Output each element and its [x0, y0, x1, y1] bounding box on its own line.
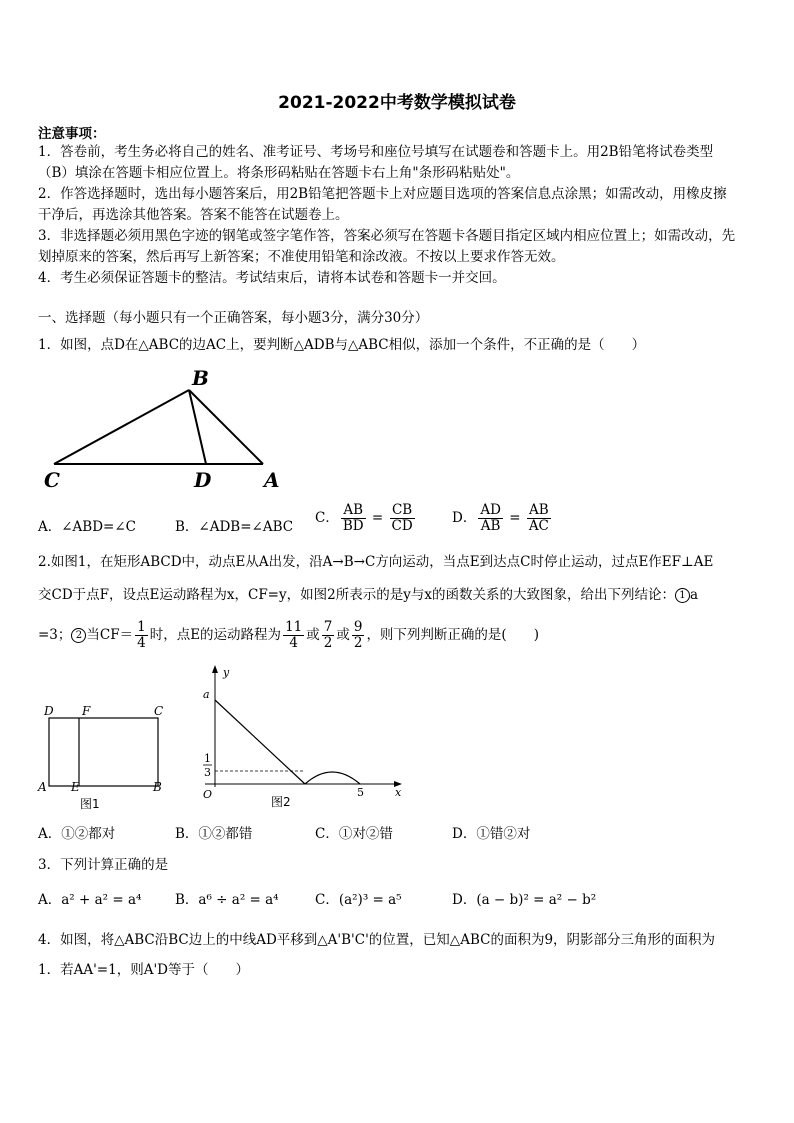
- notice-line: （B）填涂在答题卡相应位置上。将条形码粘贴在答题卡右上角"条形码粘贴处"。: [38, 165, 520, 181]
- question-2-line2: [38, 583, 698, 603]
- frac-num: 1: [137, 619, 146, 635]
- rectangle-figure: [36, 700, 176, 815]
- fraction: [135, 620, 148, 651]
- label-e: E: [71, 780, 80, 794]
- text: =3；: [38, 627, 72, 643]
- frac-den: 4: [289, 635, 298, 651]
- frac-den: AB: [480, 518, 501, 534]
- notice-line: 干净后，再选涂其他答案。答案不能答在试题卷上。: [38, 207, 349, 223]
- fraction: [341, 503, 366, 534]
- vertex-label-d: D: [194, 468, 212, 492]
- fraction: [390, 503, 415, 534]
- label-c: C: [154, 704, 164, 718]
- vertex-label-a: A: [264, 468, 280, 492]
- frac-den: CD: [391, 518, 413, 534]
- label-a: a: [203, 688, 210, 701]
- option-prefix: C．: [315, 510, 339, 526]
- frac-num: AB: [527, 503, 551, 519]
- fraction: [352, 620, 365, 651]
- section-heading: 一、选择题（每小题只有一个正确答案，每小题3分，满分30分）: [38, 310, 429, 326]
- label-d: D: [44, 704, 54, 718]
- circled-number: 2: [71, 628, 86, 643]
- question-4-line2: 1．若AA'=1，则A'D等于（ ）: [38, 962, 249, 978]
- question-4-line1: 4．如图，将△ABC沿BC边上的中线AD平移到△A'B'C'的位置，已知△ABC的面积为9，阴影部分三角形的面积为: [38, 932, 716, 948]
- fraction: [527, 503, 551, 534]
- frac-den: BD: [342, 518, 364, 534]
- text: 交CD于点F，设点E运动路程为x，CF=y，如图2所表示的是y与x的函数关系的大致图象，给出下列结论：: [38, 587, 675, 603]
- frac-den: 4: [137, 635, 146, 651]
- label-f: F: [82, 704, 91, 718]
- page-title: 2021-2022中考数学模拟试卷: [278, 93, 516, 113]
- frac-num: AD: [480, 502, 501, 518]
- question-2-line3: [38, 620, 539, 651]
- q3-option-b[interactable]: B．a⁶ ÷ a² = a⁴: [175, 892, 279, 908]
- q3-option-d[interactable]: D．(a − b)² = a² − b²: [452, 892, 597, 908]
- q3-option-c[interactable]: C．(a²)³ = a⁵: [315, 892, 402, 908]
- text: 当CF＝: [86, 627, 134, 643]
- vertex-label-b: B: [192, 366, 209, 390]
- q1-option-b[interactable]: B．∠ADB=∠ABC: [175, 519, 294, 535]
- q1-option-c[interactable]: C． $\frac{AB}{BD}$ = $\frac{CB}{CD}$: [315, 502, 413, 534]
- figure-1-caption: 图1: [80, 797, 100, 811]
- text: ，则下列判断正确的是( ): [366, 627, 539, 643]
- frac-num: 9: [353, 619, 363, 635]
- frac-den: 2: [323, 635, 333, 651]
- option-prefix: D．: [452, 510, 477, 526]
- notice-heading: 注意事项：: [38, 126, 106, 142]
- fraction: [283, 620, 304, 651]
- fraction: [322, 620, 335, 651]
- frac-num: 7: [323, 619, 333, 635]
- triangle-figure: [38, 363, 298, 493]
- notice-line: 1．答卷前，考生务必将自己的姓名、准考证号、考场号和座位号填写在试题卷和答题卡上。用2B铅笔将试卷类型: [38, 144, 714, 160]
- text: 时，点E的运动路程为: [149, 627, 282, 643]
- circled-number: 1: [675, 588, 690, 603]
- text: 或: [306, 627, 320, 643]
- frac-den: AC: [528, 518, 549, 534]
- figure-2-caption: 图2: [271, 795, 291, 809]
- notice-line: 4．考生必须保证答题卡的整洁。考试结束后，请将本试卷和答题卡一并交回。: [38, 270, 506, 286]
- notice-line: 3．非选择题必须用黑色字迹的钢笔或签字笔作答，答案必须写在答题卡各题目指定区域内相应位置上；如需改动，先: [38, 228, 736, 244]
- label-a: A: [38, 780, 47, 794]
- notice-line: 2．作答选择题时，选出每小题答案后，用2B铅笔把答题卡上对应题目选项的答案信息点涂黑；如需改动，用橡皮擦: [38, 186, 727, 202]
- fraction-den: 3: [204, 766, 211, 779]
- function-graph-figure: [195, 660, 410, 810]
- axis-label-y: y: [223, 666, 230, 679]
- text: a: [689, 587, 699, 603]
- label-b: B: [153, 780, 162, 794]
- q2-option-c[interactable]: C．①对②错: [315, 826, 393, 842]
- text: 或: [336, 627, 350, 643]
- q2-option-d[interactable]: D．①错②对: [452, 826, 531, 842]
- notice-line: 划掉原来的答案，然后再写上新答案；不准使用铅笔和涂改液。不按以上要求作答无效。: [38, 249, 565, 265]
- q1-option-d[interactable]: D． $\frac{AD}{AB}$ = $\frac{AB}{AC}$: [452, 502, 549, 534]
- frac-den: 2: [353, 635, 363, 651]
- tick-label-5: 5: [357, 786, 364, 799]
- axis-label-x: x: [395, 786, 402, 799]
- frac-num: 11: [285, 619, 303, 635]
- q2-option-a[interactable]: A．①②都对: [38, 826, 116, 842]
- vertex-label-c: C: [44, 468, 60, 492]
- question-1-stem: 1．如图，点D在△ABC的边AC上，要判断△ADB与△ABC相似，添加一个条件，不正确的是（ ）: [38, 337, 646, 353]
- fraction: [478, 503, 503, 534]
- question-3-stem: 3．下列计算正确的是: [38, 857, 169, 873]
- q2-option-b[interactable]: B．①②都错: [175, 826, 253, 842]
- frac-num: AB: [341, 503, 366, 519]
- fraction-num: 1: [204, 752, 211, 765]
- q1-option-a[interactable]: A．∠ABD=∠C: [38, 519, 137, 535]
- question-2-line1: 2.如图1，在矩形ABCD中，动点E从A出发，沿A→B→C方向运动，当点E到达点C时停止运动，过点E作EF⊥AE: [38, 554, 714, 570]
- frac-num: CB: [390, 503, 415, 519]
- q3-option-a[interactable]: A．a² + a² = a⁴: [38, 892, 142, 908]
- label-origin: O: [203, 788, 213, 801]
